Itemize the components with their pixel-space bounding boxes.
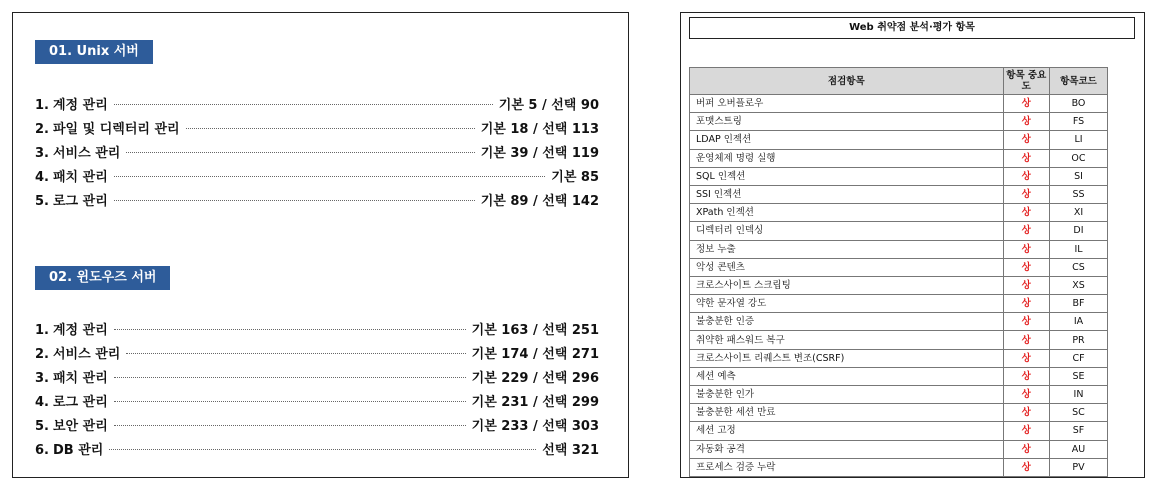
vuln-item: 악성 콘텐츠 bbox=[690, 258, 1004, 276]
toc-item-number: 5. bbox=[35, 419, 49, 434]
item-code: CS bbox=[1049, 258, 1107, 276]
importance-badge: 상 bbox=[1003, 440, 1049, 458]
table-row bbox=[690, 258, 1108, 276]
toc-leader-dots bbox=[114, 200, 475, 201]
importance-badge: 상 bbox=[1003, 386, 1049, 404]
table-row bbox=[690, 295, 1108, 313]
table-row bbox=[690, 440, 1108, 458]
vuln-item: 정보 누출 bbox=[690, 240, 1004, 258]
importance-badge: 상 bbox=[1003, 113, 1049, 131]
importance-badge: 상 bbox=[1003, 222, 1049, 240]
vuln-item: 포맷스트링 bbox=[690, 113, 1004, 131]
importance-badge: 상 bbox=[1003, 276, 1049, 294]
vuln-item: 불충분한 인증 bbox=[690, 313, 1004, 331]
toc-leader-dots bbox=[126, 353, 465, 354]
table-row bbox=[690, 349, 1108, 367]
item-code: XS bbox=[1049, 276, 1107, 294]
importance-badge: 상 bbox=[1003, 258, 1049, 276]
table-row bbox=[690, 131, 1108, 149]
toc-item-number: 5. bbox=[35, 194, 49, 209]
table-row bbox=[690, 313, 1108, 331]
toc-row bbox=[35, 367, 599, 391]
importance-badge: 상 bbox=[1003, 149, 1049, 167]
item-code: IA bbox=[1049, 313, 1107, 331]
toc-leader-dots bbox=[126, 152, 474, 153]
importance-badge: 상 bbox=[1003, 95, 1049, 113]
item-code: IL bbox=[1049, 240, 1107, 258]
toc-item-pages: 기본 229 / 선택 296 bbox=[471, 371, 599, 386]
toc-item-label: 계정 관리 bbox=[53, 98, 108, 113]
toc-item-pages: 기본 18 / 선택 113 bbox=[480, 122, 599, 137]
unix-section-title: 01. Unix 서버 bbox=[35, 40, 153, 64]
table-row bbox=[690, 149, 1108, 167]
vuln-item: 버퍼 오버플로우 bbox=[690, 95, 1004, 113]
importance-badge: 상 bbox=[1003, 349, 1049, 367]
item-code: AU bbox=[1049, 440, 1107, 458]
item-code: BF bbox=[1049, 295, 1107, 313]
vuln-item: 불충분한 세션 만료 bbox=[690, 404, 1004, 422]
table-row bbox=[690, 204, 1108, 222]
toc-item-pages: 기본 231 / 선택 299 bbox=[471, 395, 599, 410]
item-code: PR bbox=[1049, 331, 1107, 349]
table-row bbox=[690, 404, 1108, 422]
item-code: LI bbox=[1049, 131, 1107, 149]
toc-row bbox=[35, 391, 599, 415]
toc-item-pages: 기본 5 / 선택 90 bbox=[498, 98, 599, 113]
table-row bbox=[690, 331, 1108, 349]
item-code: SE bbox=[1049, 367, 1107, 385]
vuln-table bbox=[689, 67, 1108, 477]
toc-item-pages: 기본 39 / 선택 119 bbox=[480, 146, 599, 161]
toc-item-number: 4. bbox=[35, 170, 49, 185]
table-row bbox=[690, 276, 1108, 294]
toc-item-number: 3. bbox=[35, 371, 49, 386]
vuln-item: SSI 인젝션 bbox=[690, 185, 1004, 203]
toc-leader-dots bbox=[114, 176, 546, 177]
vuln-panel bbox=[680, 12, 1145, 478]
table-row bbox=[690, 185, 1108, 203]
importance-badge: 상 bbox=[1003, 185, 1049, 203]
windows-toc-list bbox=[35, 319, 599, 463]
toc-item-label: 계정 관리 bbox=[53, 323, 108, 338]
item-code: CF bbox=[1049, 349, 1107, 367]
vuln-item: 세션 예측 bbox=[690, 367, 1004, 385]
importance-badge: 상 bbox=[1003, 240, 1049, 258]
vuln-item: 약한 문자열 강도 bbox=[690, 295, 1004, 313]
item-code: SI bbox=[1049, 167, 1107, 185]
toc-item-label: 서비스 관리 bbox=[53, 347, 121, 362]
toc-item-pages: 기본 85 bbox=[551, 170, 599, 185]
unix-toc-list bbox=[35, 94, 599, 214]
table-row bbox=[690, 113, 1108, 131]
vuln-item: 프로세스 검증 누락 bbox=[690, 458, 1004, 476]
item-code: SF bbox=[1049, 422, 1107, 440]
toc-row bbox=[35, 190, 599, 214]
table-row bbox=[690, 240, 1108, 258]
item-code: XI bbox=[1049, 204, 1107, 222]
table-row bbox=[690, 367, 1108, 385]
toc-item-label: 파일 및 디렉터리 관리 bbox=[53, 122, 180, 137]
importance-badge: 상 bbox=[1003, 131, 1049, 149]
toc-item-pages: 선택 321 bbox=[542, 443, 599, 458]
importance-badge: 상 bbox=[1003, 295, 1049, 313]
toc-leader-dots bbox=[186, 128, 475, 129]
vuln-item: 취약한 패스워드 복구 bbox=[690, 331, 1004, 349]
table-row bbox=[690, 167, 1108, 185]
toc-item-number: 2. bbox=[35, 122, 49, 137]
toc-item-number: 1. bbox=[35, 98, 49, 113]
toc-item-label: 로그 관리 bbox=[53, 395, 108, 410]
vuln-item: 불충분한 인가 bbox=[690, 386, 1004, 404]
toc-item-pages: 기본 233 / 선택 303 bbox=[471, 419, 599, 434]
toc-row bbox=[35, 343, 599, 367]
toc-item-number: 4. bbox=[35, 395, 49, 410]
toc-row bbox=[35, 94, 599, 118]
toc-row bbox=[35, 166, 599, 190]
vuln-item: 세션 고정 bbox=[690, 422, 1004, 440]
table-row bbox=[690, 95, 1108, 113]
toc-item-number: 3. bbox=[35, 146, 49, 161]
toc-item-label: 로그 관리 bbox=[53, 194, 108, 209]
item-code: SS bbox=[1049, 185, 1107, 203]
importance-badge: 상 bbox=[1003, 404, 1049, 422]
toc-panel bbox=[12, 12, 629, 478]
importance-badge: 상 bbox=[1003, 204, 1049, 222]
toc-row bbox=[35, 439, 599, 463]
importance-badge: 상 bbox=[1003, 422, 1049, 440]
toc-item-pages: 기본 174 / 선택 271 bbox=[471, 347, 599, 362]
toc-leader-dots bbox=[109, 449, 536, 450]
table-row bbox=[690, 422, 1108, 440]
vuln-table-title: Web 취약점 분석·평가 항목 bbox=[689, 17, 1135, 39]
toc-item-number: 2. bbox=[35, 347, 49, 362]
toc-item-number: 6. bbox=[35, 443, 49, 458]
toc-item-label: 패치 관리 bbox=[53, 170, 108, 185]
table-row bbox=[690, 222, 1108, 240]
item-code: BO bbox=[1049, 95, 1107, 113]
toc-item-number: 1. bbox=[35, 323, 49, 338]
toc-item-label: 서비스 관리 bbox=[53, 146, 121, 161]
toc-item-label: DB 관리 bbox=[53, 443, 104, 458]
vuln-item: SQL 인젝션 bbox=[690, 167, 1004, 185]
importance-badge: 상 bbox=[1003, 331, 1049, 349]
toc-row bbox=[35, 415, 599, 439]
item-code: DI bbox=[1049, 222, 1107, 240]
vuln-item: 디렉터리 인덱싱 bbox=[690, 222, 1004, 240]
toc-item-pages: 기본 89 / 선택 142 bbox=[480, 194, 599, 209]
toc-leader-dots bbox=[114, 104, 493, 105]
toc-item-pages: 기본 163 / 선택 251 bbox=[471, 323, 599, 338]
toc-row bbox=[35, 118, 599, 142]
importance-badge: 상 bbox=[1003, 313, 1049, 331]
item-code: SC bbox=[1049, 404, 1107, 422]
item-code: OC bbox=[1049, 149, 1107, 167]
vuln-table-body bbox=[690, 95, 1108, 477]
windows-section-title: 02. 윈도우즈 서버 bbox=[35, 266, 170, 290]
vuln-item: 크로스사이트 스크립팅 bbox=[690, 276, 1004, 294]
toc-item-label: 보안 관리 bbox=[53, 419, 108, 434]
header-importance: 항목 중요도 bbox=[1003, 68, 1049, 95]
table-row bbox=[690, 386, 1108, 404]
vuln-item: 자동화 공격 bbox=[690, 440, 1004, 458]
toc-leader-dots bbox=[114, 425, 466, 426]
toc-item-label: 패치 관리 bbox=[53, 371, 108, 386]
importance-badge: 상 bbox=[1003, 367, 1049, 385]
toc-row bbox=[35, 319, 599, 343]
vuln-item: 크로스사이트 리퀘스트 변조(CSRF) bbox=[690, 349, 1004, 367]
toc-row bbox=[35, 142, 599, 166]
vuln-item: XPath 인젝션 bbox=[690, 204, 1004, 222]
vuln-table-header-row bbox=[690, 68, 1108, 95]
toc-leader-dots bbox=[114, 377, 466, 378]
item-code: IN bbox=[1049, 386, 1107, 404]
item-code: FS bbox=[1049, 113, 1107, 131]
importance-badge: 상 bbox=[1003, 167, 1049, 185]
header-item: 점검항목 bbox=[690, 68, 1004, 95]
vuln-item: LDAP 인젝션 bbox=[690, 131, 1004, 149]
table-row bbox=[690, 458, 1108, 476]
vuln-item: 운영체제 명령 실행 bbox=[690, 149, 1004, 167]
toc-leader-dots bbox=[114, 401, 466, 402]
toc-leader-dots bbox=[114, 329, 466, 330]
header-code: 항목코드 bbox=[1049, 68, 1107, 95]
item-code: PV bbox=[1049, 458, 1107, 476]
importance-badge: 상 bbox=[1003, 458, 1049, 476]
